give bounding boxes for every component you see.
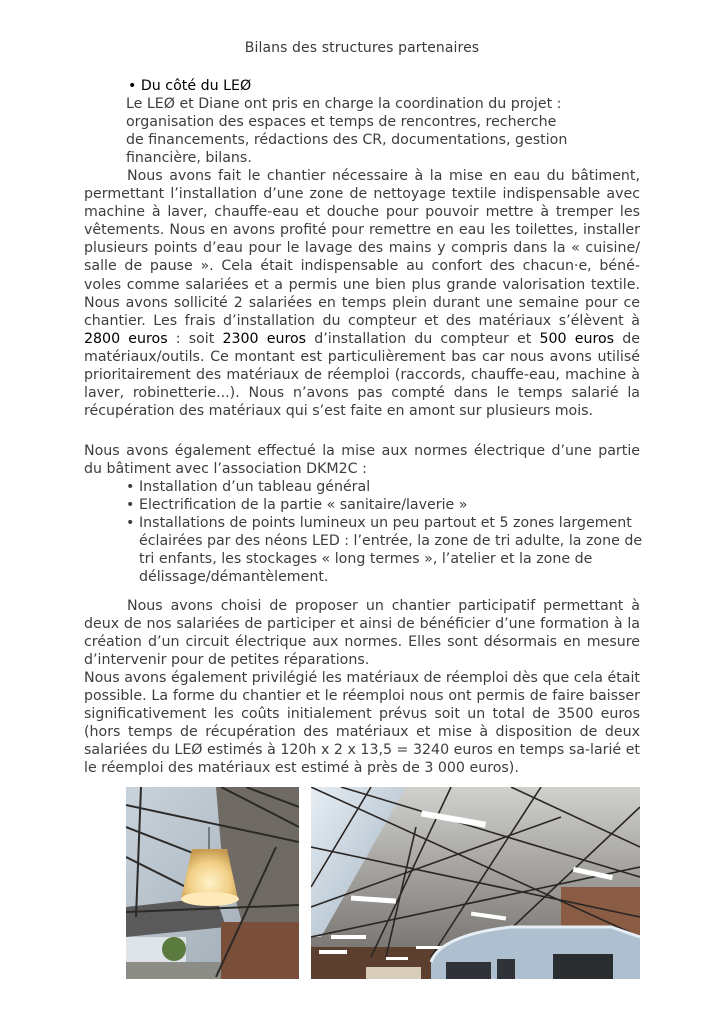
participatory-worksite-paragraph: [84, 597, 640, 669]
list-item: [126, 514, 644, 586]
paragraph-text: d’installation du compteur et: [306, 330, 540, 347]
pendant-lamp-image: [126, 787, 299, 979]
intro-line: de financements, rédactions des CR, documentations, gestion: [126, 132, 568, 148]
electrical-paragraph: Nous avons également effectué la mise aux normes électrique d’une partie du bâtiment avec l’association DKM2C :: [84, 443, 640, 478]
intro-paragraph: [126, 95, 596, 167]
amount-meter: 2300 euros: [222, 330, 307, 347]
bullet-icon: •: [126, 479, 135, 495]
section-heading: • Du côté du LEØ: [128, 78, 252, 94]
list-item-text: Installation d’un tableau général: [139, 479, 371, 495]
intro-line: organisation des espaces et temps de rencontres, recherche: [126, 114, 557, 130]
paragraph-text: Nous avons fait le chantier nécessaire à la mise en eau du bâtiment, permettant l’installation d’une zone de nettoyage textile indispensable avec machine à laver, chauffe-eau et douche pour pouvoir mettre à tremper les vêtements. Nous en avons profité pour remettre en eau les toilettes, installer plusieurs points d’eau pour le lavage des mains y compris dans la « cuisine/ salle de pause ». Cela était indispensable au confort des chacun·e, béné-voles comme salariées et a permis une bien plus grande valorisation textile. Nous avons sollicité 2 salariées en temps plein durant une semaine pour ce chantier. Les frais d’installation du compteur et des matériaux s’élèvent à: [84, 168, 640, 329]
bullet-icon: •: [126, 515, 135, 532]
list-item: [126, 496, 646, 514]
photo-pendant-lamp: [126, 787, 299, 979]
water-works-paragraph: [84, 167, 640, 420]
reuse-costs-paragraph: Nous avons également privilégié les matériaux de réemploi dès que cela était possible. La forme du chantier et le réemploi nous ont permis de faire baisser significativement les coûts initialement prévus soit un total de 3500 euros (hors temps de récupération des matériaux et mise à disposition de deux salariées du LEØ estimés à 120h x 2 x 13,5 = 3240 euros en temps sa-larié et le réemploi des matériaux est estimé à près de 3 000 euros).: [84, 670, 640, 777]
intro-line: financière, bilans.: [126, 150, 252, 166]
paragraph-text: : soit: [167, 330, 223, 347]
amount-materials: 500 euros: [539, 330, 615, 347]
paragraph-text: Nous avons choisi de proposer un chantier participatif permettant à deux de nos salariées de participer et ainsi de bénéficier d’une formation à la création d’un circuit électrique aux normes. Elles sont désormais en mesure d’intervenir pour de petites réparations.: [84, 598, 640, 669]
list-item: [126, 478, 646, 496]
list-item-text: Electrification de la partie « sanitaire/laverie »: [139, 497, 468, 514]
photo-led-warehouse: [311, 787, 640, 979]
electrical-works-list: [126, 478, 646, 587]
led-warehouse-image: [311, 787, 640, 979]
intro-line: Le LEØ et Diane ont pris en charge la coordination du projet :: [126, 96, 562, 112]
list-item-text: Installations de points lumineux un peu partout et 5 zones largement éclairées par des néons LED : l’entrée, la zone de tri adulte, la zone de tri enfants, les stockages « long termes », l’atelier et la zone de délissage/démantèlement.: [139, 515, 643, 586]
bullet-icon: •: [126, 497, 135, 514]
page-header: Bilans des structures partenaires: [244, 40, 480, 56]
paragraph-text: de matériaux/outils. Ce montant est particulièrement bas car nous avons utilisé prioritairement des matériaux de réemploi (raccords, chauffe-eau, machine à laver, robinetterie...). Nous n’avons pas compté dans le temps salarié la récupération des matériaux qui s’est faite en amont sur plusieurs mois.: [84, 330, 640, 420]
amount-total: 2800 euros: [84, 330, 168, 347]
